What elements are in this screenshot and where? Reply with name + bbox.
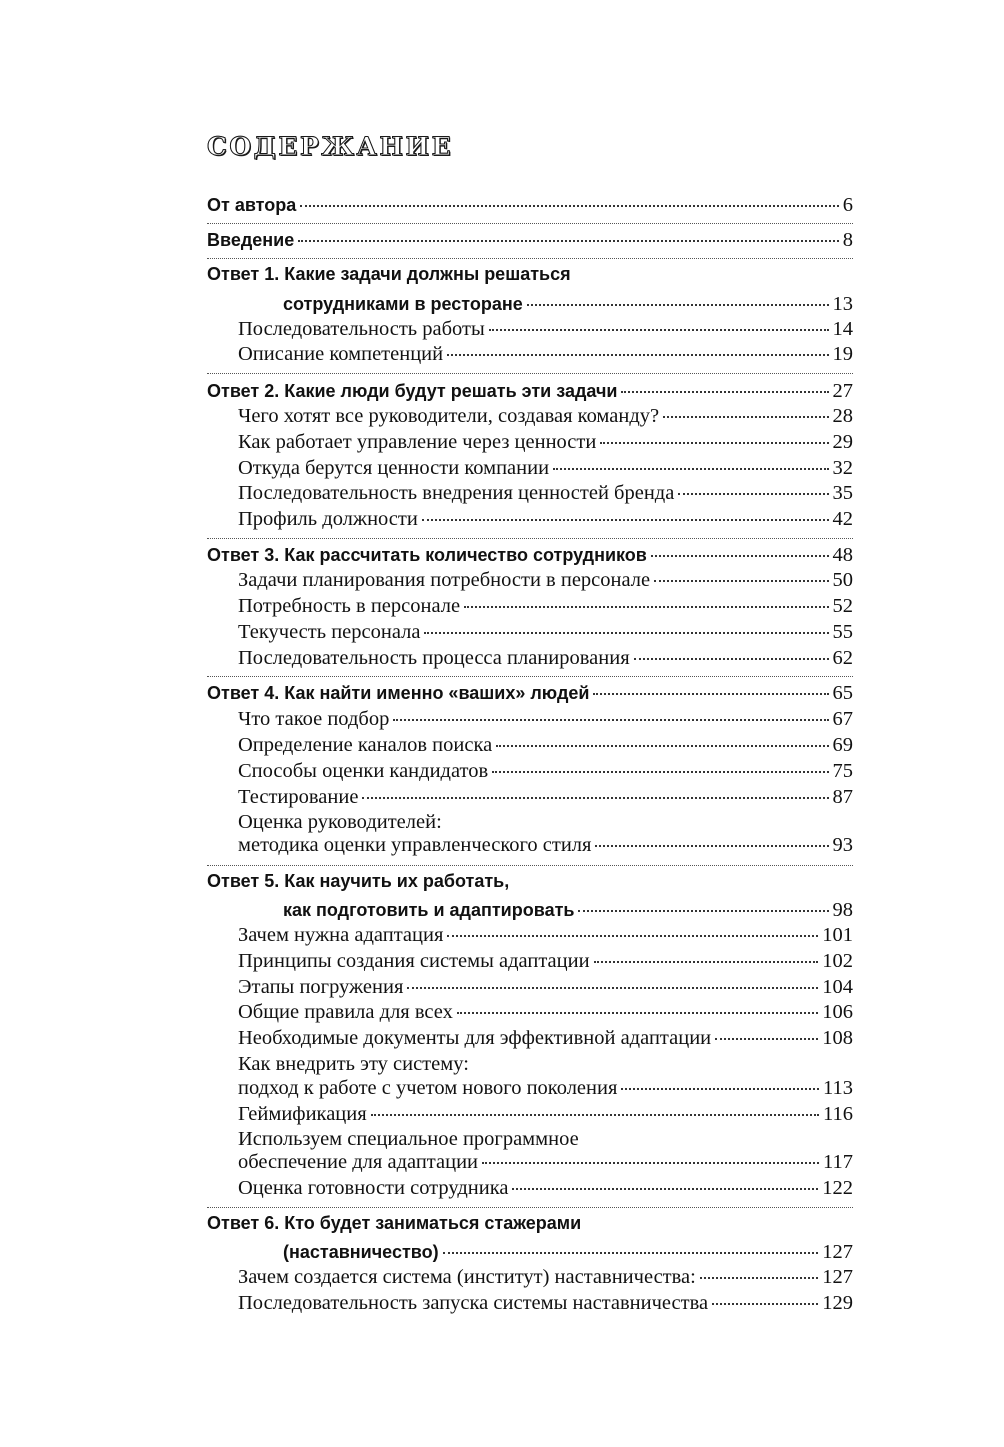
page-number: 69 bbox=[832, 734, 853, 756]
page-number: 50 bbox=[832, 569, 853, 591]
toc-entry-chapter-2[interactable] bbox=[207, 380, 853, 403]
toc-entry-label: Потребность в персонале bbox=[238, 595, 461, 617]
page-number: 52 bbox=[832, 595, 853, 617]
page-number: 27 bbox=[832, 380, 853, 402]
page-number: 32 bbox=[832, 457, 853, 479]
page-number: 117 bbox=[823, 1151, 853, 1173]
leader-dots bbox=[496, 745, 828, 747]
page-number: 13 bbox=[832, 293, 853, 315]
leader-dots bbox=[443, 1252, 819, 1254]
toc-entry-chapter-5[interactable] bbox=[283, 899, 853, 922]
toc-subentry[interactable] bbox=[238, 482, 853, 505]
page-number: 48 bbox=[832, 544, 853, 566]
page-number: 98 bbox=[832, 899, 853, 921]
toc-entry-label: Геймификация bbox=[238, 1103, 367, 1125]
page-number: 42 bbox=[832, 508, 853, 530]
toc-entry-label: Описание компетенций bbox=[238, 343, 444, 365]
toc-entry-label: Ответ 3. Как рассчитать количество сотрудников bbox=[207, 545, 647, 565]
leader-dots bbox=[621, 1088, 819, 1090]
toc-subentry[interactable] bbox=[238, 508, 853, 531]
leader-dots bbox=[298, 240, 839, 242]
leader-dots bbox=[593, 693, 828, 695]
toc-entry-chapter-1[interactable] bbox=[283, 293, 853, 316]
page-number: 29 bbox=[832, 431, 853, 453]
section-divider bbox=[207, 223, 853, 224]
leader-dots bbox=[489, 329, 829, 331]
section-divider bbox=[207, 865, 853, 866]
toc-entry-label: Зачем нужна адаптация bbox=[238, 924, 444, 946]
page-number: 93 bbox=[832, 834, 853, 856]
section-divider bbox=[207, 258, 853, 259]
toc-subentry[interactable] bbox=[238, 1077, 853, 1100]
toc-subentry[interactable] bbox=[238, 1177, 853, 1200]
leader-dots bbox=[527, 304, 829, 306]
leader-dots bbox=[447, 354, 828, 356]
toc-subentry[interactable] bbox=[238, 595, 853, 618]
toc-entry-label: Профиль должности bbox=[238, 508, 418, 530]
toc-entry-label: подход к работе с учетом нового поколения bbox=[238, 1077, 618, 1099]
toc-entry-label: Ответ 4. Как найти именно «ваших» людей bbox=[207, 683, 590, 703]
toc-subentry[interactable] bbox=[238, 621, 853, 644]
page-number: 55 bbox=[832, 621, 853, 643]
toc-entry-chapter-3[interactable] bbox=[207, 544, 853, 567]
leader-dots bbox=[457, 1012, 818, 1014]
toc-entry-label: Последовательность процесса планирования bbox=[238, 647, 630, 669]
section-divider bbox=[207, 676, 853, 677]
leader-dots bbox=[594, 961, 819, 963]
toc-subentry[interactable] bbox=[238, 950, 853, 973]
section-divider bbox=[207, 1207, 853, 1208]
toc-entry-intro[interactable] bbox=[207, 229, 853, 252]
toc-subentry[interactable] bbox=[238, 1292, 853, 1315]
toc-entry-label: Что такое подбор bbox=[238, 708, 390, 730]
toc-subentry[interactable] bbox=[238, 924, 853, 947]
toc-entry-label: (наставничество) bbox=[283, 1242, 439, 1262]
toc-subentry[interactable] bbox=[238, 976, 853, 999]
page-number: 113 bbox=[823, 1077, 853, 1099]
page-number: 65 bbox=[832, 682, 853, 704]
page-number: 104 bbox=[822, 976, 853, 998]
page-number: 75 bbox=[832, 760, 853, 782]
leader-dots bbox=[362, 797, 828, 799]
toc-entry-label: Ответ 2. Какие люди будут решать эти задачи bbox=[207, 381, 618, 401]
leader-dots bbox=[700, 1277, 818, 1279]
page-number: 101 bbox=[822, 924, 853, 946]
toc-entry-label: Откуда берутся ценности компании bbox=[238, 457, 550, 479]
toc-entry-label: Чего хотят все руководители, создавая команду? bbox=[238, 405, 660, 427]
toc-entry-label: Текучесть персонала bbox=[238, 621, 421, 643]
toc-subentry-line1[interactable]: Оценка руководителей: bbox=[238, 811, 442, 833]
leader-dots bbox=[654, 580, 828, 582]
page-number: 35 bbox=[832, 482, 853, 504]
toc-subentry[interactable] bbox=[238, 431, 853, 454]
page-title: СОДЕРЖАНИЕ bbox=[207, 132, 454, 161]
toc-subentry-line1[interactable]: Используем специальное программное bbox=[238, 1128, 579, 1150]
toc-entry-label: Как работает управление через ценности bbox=[238, 431, 597, 453]
leader-dots bbox=[600, 442, 828, 444]
page-number: 127 bbox=[822, 1241, 853, 1263]
page-number: 8 bbox=[842, 229, 853, 251]
page-number: 19 bbox=[832, 343, 853, 365]
toc-subentry[interactable] bbox=[238, 1151, 853, 1174]
toc-subentry[interactable] bbox=[238, 1266, 853, 1289]
leader-dots bbox=[464, 606, 828, 608]
toc-entry-label: Этапы погружения bbox=[238, 976, 404, 998]
leader-dots bbox=[678, 493, 828, 495]
leader-dots bbox=[407, 987, 818, 989]
toc-entry-author[interactable] bbox=[207, 194, 853, 217]
leader-dots bbox=[712, 1303, 818, 1305]
page-number: 6 bbox=[842, 194, 853, 216]
toc-entry-label: Последовательность работы bbox=[238, 318, 485, 340]
toc-subentry[interactable] bbox=[238, 318, 853, 341]
leader-dots bbox=[447, 935, 818, 937]
toc-subentry[interactable] bbox=[238, 708, 853, 731]
leader-dots bbox=[663, 416, 828, 418]
page-number: 108 bbox=[822, 1027, 853, 1049]
toc-subentry[interactable] bbox=[238, 1103, 853, 1126]
page-number: 87 bbox=[832, 786, 853, 808]
page-number: 102 bbox=[822, 950, 853, 972]
chapter-6-title-line1[interactable]: Ответ 6. Кто будет заниматься стажерами bbox=[207, 1213, 582, 1233]
toc-entry-label: как подготовить и адаптировать bbox=[283, 900, 575, 920]
toc-entry-label: Оценка готовности сотрудника bbox=[238, 1177, 509, 1199]
toc-entry-label: Необходимые документы для эффективной адаптации bbox=[238, 1027, 712, 1049]
leader-dots bbox=[422, 519, 829, 521]
leader-dots bbox=[371, 1114, 819, 1116]
toc-entry-label: сотрудниками в ресторане bbox=[283, 294, 523, 314]
toc-entry-label: Задачи планирования потребности в персонале bbox=[238, 569, 651, 591]
toc-subentry[interactable] bbox=[238, 647, 853, 670]
toc-entry-label: Общие правила для всех bbox=[238, 1001, 453, 1023]
chapter-5-title-line1[interactable]: Ответ 5. Как научить их работать, bbox=[207, 871, 510, 891]
toc-entry-label: Последовательность запуска системы наставничества bbox=[238, 1292, 709, 1314]
section-divider bbox=[207, 373, 853, 374]
toc-entry-label: Введение bbox=[207, 230, 295, 250]
leader-dots bbox=[482, 1162, 819, 1164]
leader-dots bbox=[578, 910, 828, 912]
leader-dots bbox=[595, 845, 828, 847]
toc-subentry[interactable] bbox=[238, 569, 853, 592]
section-divider bbox=[207, 538, 853, 539]
leader-dots bbox=[300, 205, 839, 207]
toc-entry-label: От автора bbox=[207, 195, 297, 215]
page-number: 67 bbox=[832, 708, 853, 730]
chapter-1-title-line1[interactable]: Ответ 1. Какие задачи должны решаться bbox=[207, 264, 571, 284]
toc-entry-chapter-4[interactable] bbox=[207, 682, 853, 705]
toc-entry-label: Определение каналов поиска bbox=[238, 734, 493, 756]
leader-dots bbox=[634, 658, 829, 660]
toc-subentry-line1[interactable]: Как внедрить эту систему: bbox=[238, 1053, 469, 1075]
leader-dots bbox=[492, 771, 828, 773]
toc-subentry[interactable] bbox=[238, 343, 853, 366]
page-number: 28 bbox=[832, 405, 853, 427]
page-number: 127 bbox=[822, 1266, 853, 1288]
toc-subentry[interactable] bbox=[238, 786, 853, 809]
leader-dots bbox=[553, 468, 828, 470]
toc-entry-label: Принципы создания системы адаптации bbox=[238, 950, 590, 972]
toc-entry-label: Тестирование bbox=[238, 786, 359, 808]
page-number: 129 bbox=[822, 1292, 853, 1314]
leader-dots bbox=[512, 1188, 818, 1190]
page-number: 122 bbox=[822, 1177, 853, 1199]
page-number: 14 bbox=[832, 318, 853, 340]
toc-entry-label: методика оценки управленческого стиля bbox=[238, 834, 592, 856]
page-number: 62 bbox=[832, 647, 853, 669]
leader-dots bbox=[715, 1038, 818, 1040]
page-number: 116 bbox=[823, 1103, 853, 1125]
toc-subentry[interactable] bbox=[238, 834, 853, 857]
toc-entry-label: Зачем создается система (институт) наставничества: bbox=[238, 1266, 696, 1288]
leader-dots bbox=[393, 719, 828, 721]
toc-subentry[interactable] bbox=[238, 405, 853, 428]
leader-dots bbox=[424, 632, 828, 634]
toc-entry-label: Последовательность внедрения ценностей бренда bbox=[238, 482, 675, 504]
toc-subentry[interactable] bbox=[238, 1001, 853, 1024]
leader-dots bbox=[621, 391, 828, 393]
page-number: 106 bbox=[822, 1001, 853, 1023]
toc-entry-label: обеспечение для адаптации bbox=[238, 1151, 479, 1173]
toc-entry-chapter-6[interactable] bbox=[283, 1241, 853, 1264]
leader-dots bbox=[651, 555, 829, 557]
toc-subentry[interactable] bbox=[238, 457, 853, 480]
toc-entry-label: Способы оценки кандидатов bbox=[238, 760, 489, 782]
toc-subentry[interactable] bbox=[238, 760, 853, 783]
toc-subentry[interactable] bbox=[238, 1027, 853, 1050]
toc-subentry[interactable] bbox=[238, 734, 853, 757]
